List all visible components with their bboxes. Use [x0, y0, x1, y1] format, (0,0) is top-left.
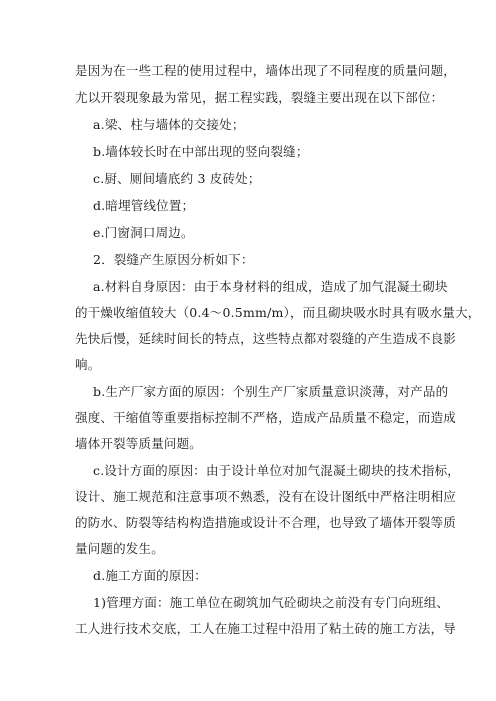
section-heading: 2．裂缝产生原因分析如下： — [93, 252, 254, 267]
paragraph-line: 工人进行技术交底，工人在施工过程中沿用了粘土砖的施工方法，导 — [75, 621, 457, 636]
list-item: e.门窗洞口周边。 — [93, 225, 194, 240]
paragraph-line: 量问题的发生。 — [75, 541, 164, 556]
paragraph-line: 1)管理方面：施工单位在砌筑加气砼砌块之前没有专门向班组、 — [93, 595, 450, 610]
paragraph-line: 的防水、防裂等结构构造措施或设计不合理，也导致了墙体开裂等质 — [75, 515, 457, 530]
list-item: c.厨、厕间墙底约 3 皮砖处； — [93, 171, 261, 186]
paragraph-line: 墙体开裂等质量问题。 — [75, 436, 203, 451]
paragraph-line: 是因为在一些工程的使用过程中，墙体出现了不同程度的质量问题， — [75, 63, 457, 78]
list-item: d.暗埋管线位置； — [93, 198, 195, 213]
paragraph-line: 的干燥收缩值较大（0.4～0.5mm/m），而且砌块吸水时具有吸水量大， — [75, 305, 481, 320]
section-heading: d.施工方面的原因： — [93, 568, 207, 583]
list-item: a.梁、柱与墙体的交接处； — [93, 117, 245, 132]
paragraph-line: 尤以开裂现象最为常见，据工程实践，裂缝主要出现在以下部位： — [75, 90, 444, 105]
paragraph-line: c.设计方面的原因：由于设计单位对加气混凝土砌块的技术指标， — [93, 463, 460, 478]
paragraph-line: a.材料自身原因：由于本身材料的组成，造成了加气混凝土砌块 — [93, 279, 448, 294]
list-item: b.墙体较长时在中部出现的竖向裂缝； — [93, 144, 309, 159]
paragraph-line: b.生产厂家方面的原因：个别生产厂家质量意识淡薄，对产品的 — [93, 384, 449, 399]
paragraph-line: 设计、施工规范和注意事项不熟悉，没有在设计图纸中严格注明相应 — [75, 489, 457, 504]
paragraph-line: 响。 — [75, 357, 101, 372]
paragraph-line: 先快后慢，延续时间长的特点，这些特点都对裂缝的产生造成不良影 — [75, 331, 457, 346]
paragraph-line: 强度、干缩值等重要指标控制不严格，造成产品质量不稳定，而造成 — [75, 410, 457, 425]
